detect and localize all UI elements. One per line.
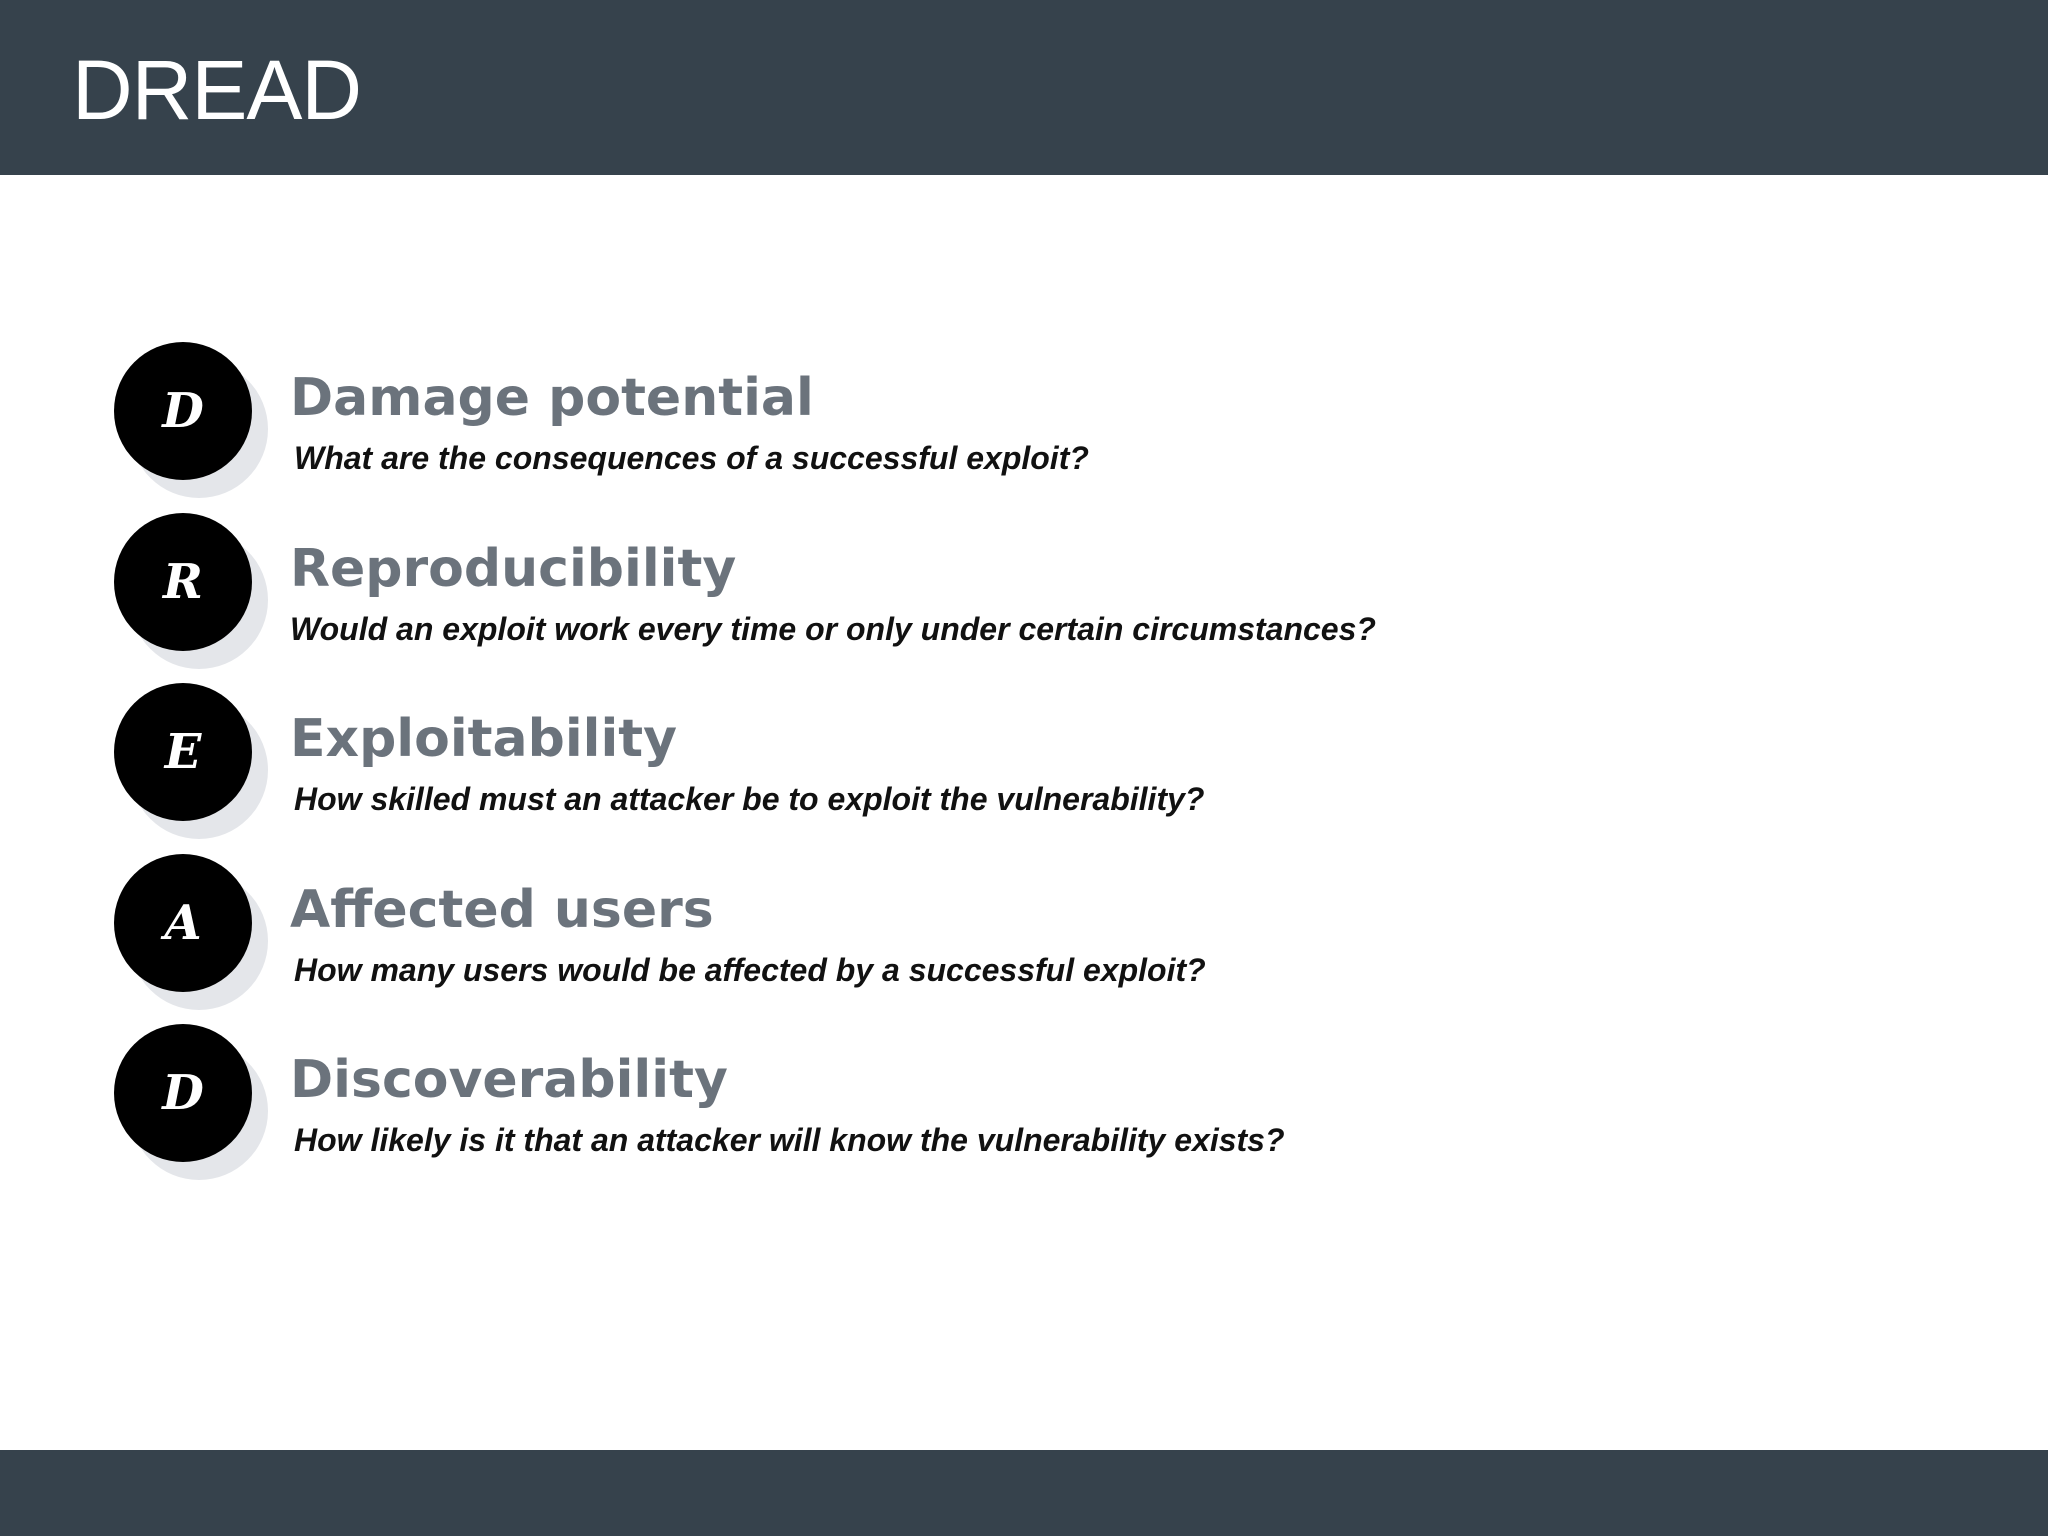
item-heading: Reproducibility — [290, 539, 737, 599]
footer-bar — [0, 1450, 2048, 1536]
slide-title: DREAD — [72, 43, 362, 137]
badge-circle — [114, 342, 252, 480]
letter-badge — [114, 683, 252, 821]
badge-circle — [114, 683, 252, 821]
item-heading: Discoverability — [290, 1050, 728, 1110]
badge-circle — [114, 513, 252, 651]
letter-badge — [114, 854, 252, 992]
badge-letter: E — [164, 724, 202, 780]
badge-letter: R — [163, 554, 203, 610]
item-heading: Damage potential — [290, 368, 814, 428]
letter-badge — [114, 1024, 252, 1162]
badge-letter: D — [162, 1065, 204, 1121]
dread-item-affected-users — [0, 854, 2048, 1024]
header-bar — [0, 0, 2048, 175]
item-heading: Affected users — [290, 880, 714, 940]
letter-badge — [114, 513, 252, 651]
badge-circle — [114, 1024, 252, 1162]
badge-letter: D — [162, 383, 204, 439]
dread-item-damage — [0, 342, 2048, 512]
item-question: What are the consequences of a successful exploit? — [294, 440, 1089, 476]
item-question: How likely is it that an attacker will know the vulnerability exists? — [294, 1122, 1285, 1158]
dread-item-exploitability — [0, 683, 2048, 853]
badge-letter: A — [164, 895, 202, 951]
item-question: Would an exploit work every time or only under certain circumstances? — [290, 611, 1376, 647]
item-heading: Exploitability — [290, 709, 678, 769]
badge-circle — [114, 854, 252, 992]
dread-item-reproducibility — [0, 513, 2048, 683]
item-question: How skilled must an attacker be to exploit the vulnerability? — [294, 781, 1205, 817]
item-question: How many users would be affected by a successful exploit? — [294, 952, 1206, 988]
letter-badge — [114, 342, 252, 480]
dread-item-discoverability — [0, 1024, 2048, 1194]
